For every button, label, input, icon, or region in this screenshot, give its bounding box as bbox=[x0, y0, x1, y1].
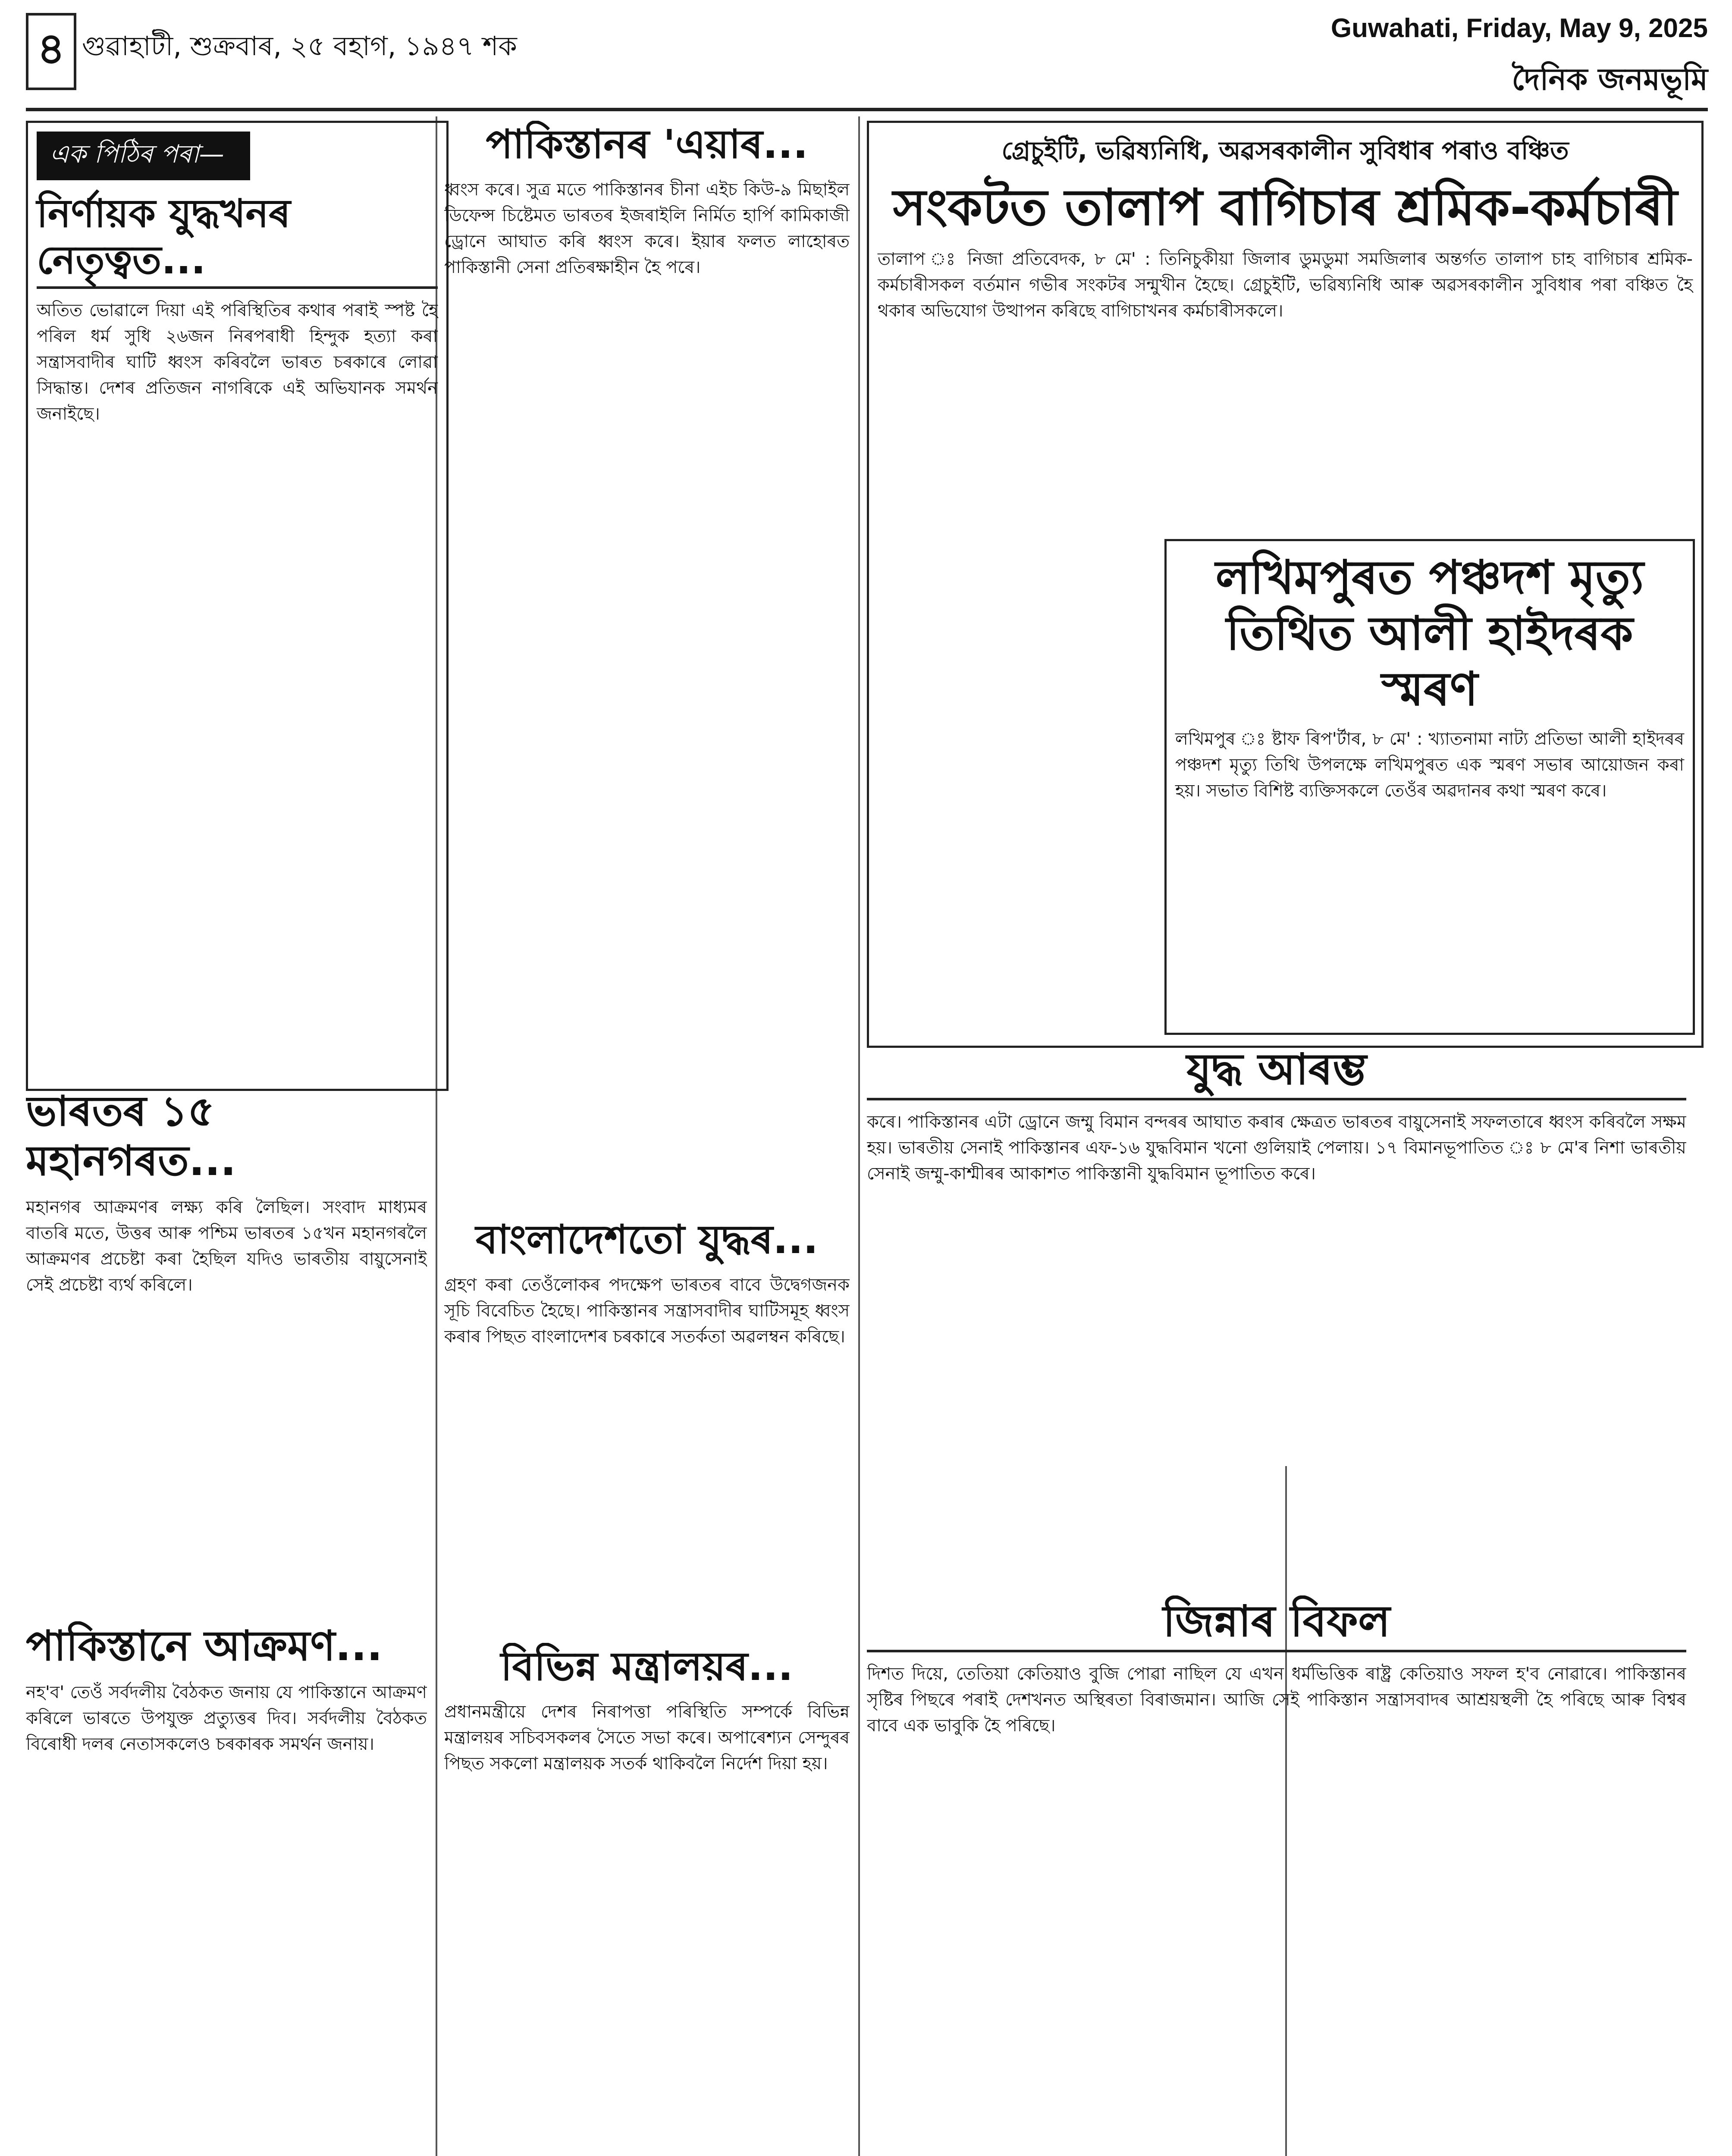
article-decisive-war bbox=[26, 121, 449, 1091]
article-pakistan-attack bbox=[26, 1621, 427, 2156]
article-body: গ্ৰহণ কৰা তেওঁলোকৰ পদক্ষেপ ভাৰতৰ বাবে উদ্বেগজনক সূচি বিবেচিত হৈছে। পাকিস্তানৰ সন্ত্ৰাসবাদীৰ ঘাটিসমূহ ধ্বংস কৰাৰ পিছত বাংলাদেশৰ চৰকাৰে সতৰ্কতা অৱলম্বন কৰিছে। bbox=[444, 1275, 850, 1347]
article-war-begins bbox=[867, 1044, 1686, 1583]
article-body: লখিমপুৰ ঃ ষ্টাফ ৰিপ'ৰ্টাৰ, ৮ মে' : খ্যাতনামা নাট্য প্ৰতিভা আলী হাইদৰৰ পঞ্চদশ মৃত্যু তিথি উপলক্ষে লখিমপুৰত এক স্মৰণ সভাৰ আয়োজন কৰা হয়। সভাত বিশিষ্ট ব্যক্তিসকলে তেওঁৰ অৱদানৰ কথা স্মৰণ কৰে। bbox=[1175, 729, 1684, 801]
article-body: কৰে। পাকিস্তানৰ এটা ড্ৰোনে জম্মু বিমান বন্দৰৰ আঘাত কৰাৰ ক্ষেত্ৰত ভাৰতৰ বায়ুসেনাই সফলতাৰে ধ্বংস কৰিবলৈ সক্ষম হয়। ভাৰতীয় সেনাই পাকিস্তানৰ এফ-১৬ যুদ্ধবিমান খনো গুলিয়াই পেলায়। ১৭ বিমানভূপাতিত ঃ ৮ মে'ৰ নিশা ভাৰতীয় সেনাই জম্মু-কাশ্মীৰৰ আকাশত পাকিস্তানী যুদ্ধবিমান ভূপাতিত কৰে। bbox=[867, 1112, 1686, 1184]
article-15-cities bbox=[26, 1087, 427, 1604]
headline-ali-haidar: লখিমপুৰত পঞ্চদশ মৃত্যু তিথিত আলী হাইদৰক স্মৰণ bbox=[1215, 551, 1644, 717]
article-body: দিশত দিয়ে, তেতিয়া কেতিয়াও বুজি পোৱা নাছিল যে এখন ধৰ্মভিত্তিক ৰাষ্ট্ৰ কেতিয়াও সফল হ'ব নোৱাৰে। পাকিস্তানৰ সৃষ্টিৰ পিছৰে পৰাই দেশখনত অস্থিৰতা বিৰাজমান। আজি সেই পাকিস্তান সন্ত্ৰাসবাদৰ আশ্ৰয়স্থলী হৈ পৰিছে আৰু বিশ্বৰ বাবে এক ভাবুকি হৈ পৰিছে। bbox=[867, 1664, 1686, 1736]
article-ministries bbox=[444, 1643, 850, 2156]
headline-air-defence: পাকিস্তানৰ 'এয়াৰ... bbox=[486, 121, 808, 167]
kicker-continued: এক পিঠিৰ পৰা— bbox=[37, 132, 250, 180]
headline-tea-garden: সংকটত তালাপ বাগিচাৰ শ্ৰমিক-কৰ্মচাৰী bbox=[893, 179, 1678, 237]
subhead-tea-garden: গ্ৰেচুইটি, ভৱিষ্যনিধি, অৱসৰকালীন সুবিধাৰ পৰাও বঞ্চিত bbox=[1001, 136, 1569, 165]
paper-name: দৈনিক জনমভূমি bbox=[1512, 62, 1708, 97]
article-body: প্ৰধানমন্ত্ৰীয়ে দেশৰ নিৰাপত্তা পৰিস্থিতি সম্পৰ্কে বিভিন্ন মন্ত্ৰালয়ৰ সচিবসকলৰ সৈতে সভা কৰে। অপাৰেশ্যন সেন্দুৰৰ পিছত সকলো মন্ত্ৰালয়ক সতৰ্ক থাকিবলৈ নিৰ্দেশ দিয়া হয়। bbox=[444, 1702, 850, 1774]
article-jinnah bbox=[867, 1595, 1686, 2156]
article-ali-haidar bbox=[1164, 539, 1695, 1035]
headline-15-cities: ভাৰতৰ ১৫ মহানগৰত... bbox=[26, 1087, 236, 1185]
date-english: Guwahati, Friday, May 9, 2025 bbox=[1330, 13, 1708, 43]
headline-pakistan-attack: পাকিস্তানে আক্ৰমণ... bbox=[26, 1622, 383, 1670]
headline-war-begins: যুদ্ধ আৰম্ভ bbox=[867, 1044, 1686, 1100]
page-number: ৪ bbox=[26, 13, 76, 90]
headline-ministries: বিভিন্ন মন্ত্ৰালয়ৰ... bbox=[501, 1643, 793, 1689]
article-body: মহানগৰ আক্ৰমণৰ লক্ষ্য কৰি লৈছিল। সংবাদ মাধ্যমৰ বাতৰি মতে, উত্তৰ আৰু পশ্চিম ভাৰতৰ ১৫খন মহানগৰলৈ আক্ৰমণৰ প্ৰচেষ্টা কৰা হৈছিল যদিও ভাৰতীয় বায়ুসেনাই সেই প্ৰচেষ্টা ব্যৰ্থ কৰিলে। bbox=[26, 1197, 427, 1295]
headline-jinnah: জিন্নাৰ বিফল bbox=[867, 1595, 1686, 1652]
article-air-defence bbox=[444, 121, 850, 1199]
headline-decisive-war: নিৰ্ণায়ক যুদ্ধখনৰ নেতৃত্বত... bbox=[37, 191, 438, 289]
article-body: নহ'ব' তেওঁ সৰ্বদলীয় বৈঠকত জনায় যে পাকিস্তানে আক্ৰমণ কৰিলে ভাৰতে উপযুক্ত প্ৰত্যুত্তৰ দিব। সৰ্বদলীয় বৈঠকত বিৰোধী দলৰ নেতাসকলেও চৰকাৰক সমৰ্থন জনায়। bbox=[26, 1683, 427, 1755]
article-body: তালাপ ঃ নিজা প্ৰতিবেদক, ৮ মে' : তিনিচুকীয়া জিলাৰ ডুমডুমা সমজিলাৰ অন্তৰ্গত তালাপ চাহ বাগিচাৰ শ্ৰমিক-কৰ্মচাৰীসকল বৰ্তমান গভীৰ সংকটৰ সন্মুখীন হৈছে। গ্ৰেচুইটি, ভৱিষ্যনিধি আৰু অৱসৰকালীন সুবিধাৰ পৰা বঞ্চিত হৈ থকাৰ অভিযোগ উত্থাপন কৰিছে বাগিচাখনৰ কৰ্মচাৰীসকলে। bbox=[878, 249, 1693, 321]
headline-bangladesh: বাংলাদেশতো যুদ্ধৰ... bbox=[475, 1216, 819, 1263]
date-assamese: গুৱাহাটী, শুক্ৰবাৰ, ২৫ বহাগ, ১৯৪৭ শক bbox=[82, 30, 517, 62]
article-body: অতিত ভোৱালে দিয়া এই পৰিস্থিতিৰ কথাৰ পৰাই স্পষ্ট হৈ পৰিল ধৰ্ম সুধি ২৬জন নিৰপৰাধী হিন্দুক হত্যা কৰা সন্ত্ৰাসবাদীৰ ঘাটি ধ্বংস কৰিবলৈ ভাৰত চৰকাৰে লোৱা সিদ্ধান্ত। দেশৰ প্ৰতিজন নাগৰিকে এই অভিযানক সমৰ্থন জনাইছে। bbox=[37, 301, 438, 424]
article-bangladesh bbox=[444, 1216, 850, 1626]
masthead bbox=[26, 9, 1708, 111]
column-divider bbox=[858, 116, 860, 2156]
article-body: ধ্বংস কৰে। সুত্ৰ মতে পাকিস্তানৰ চীনা এইচ কিউ-৯ মিছাইল ডিফেন্স চিষ্টেমত ভাৰতৰ ইজৰাইলি নিৰ্মিত হাৰ্পি কামিকাজী ড্ৰোনে আঘাত কৰি ধ্বংস কৰে। ইয়াৰ ফলত লাহোৰত পাকিস্তানী সেনা প্ৰতিৰক্ষাহীন হৈ পৰে। bbox=[444, 180, 850, 278]
